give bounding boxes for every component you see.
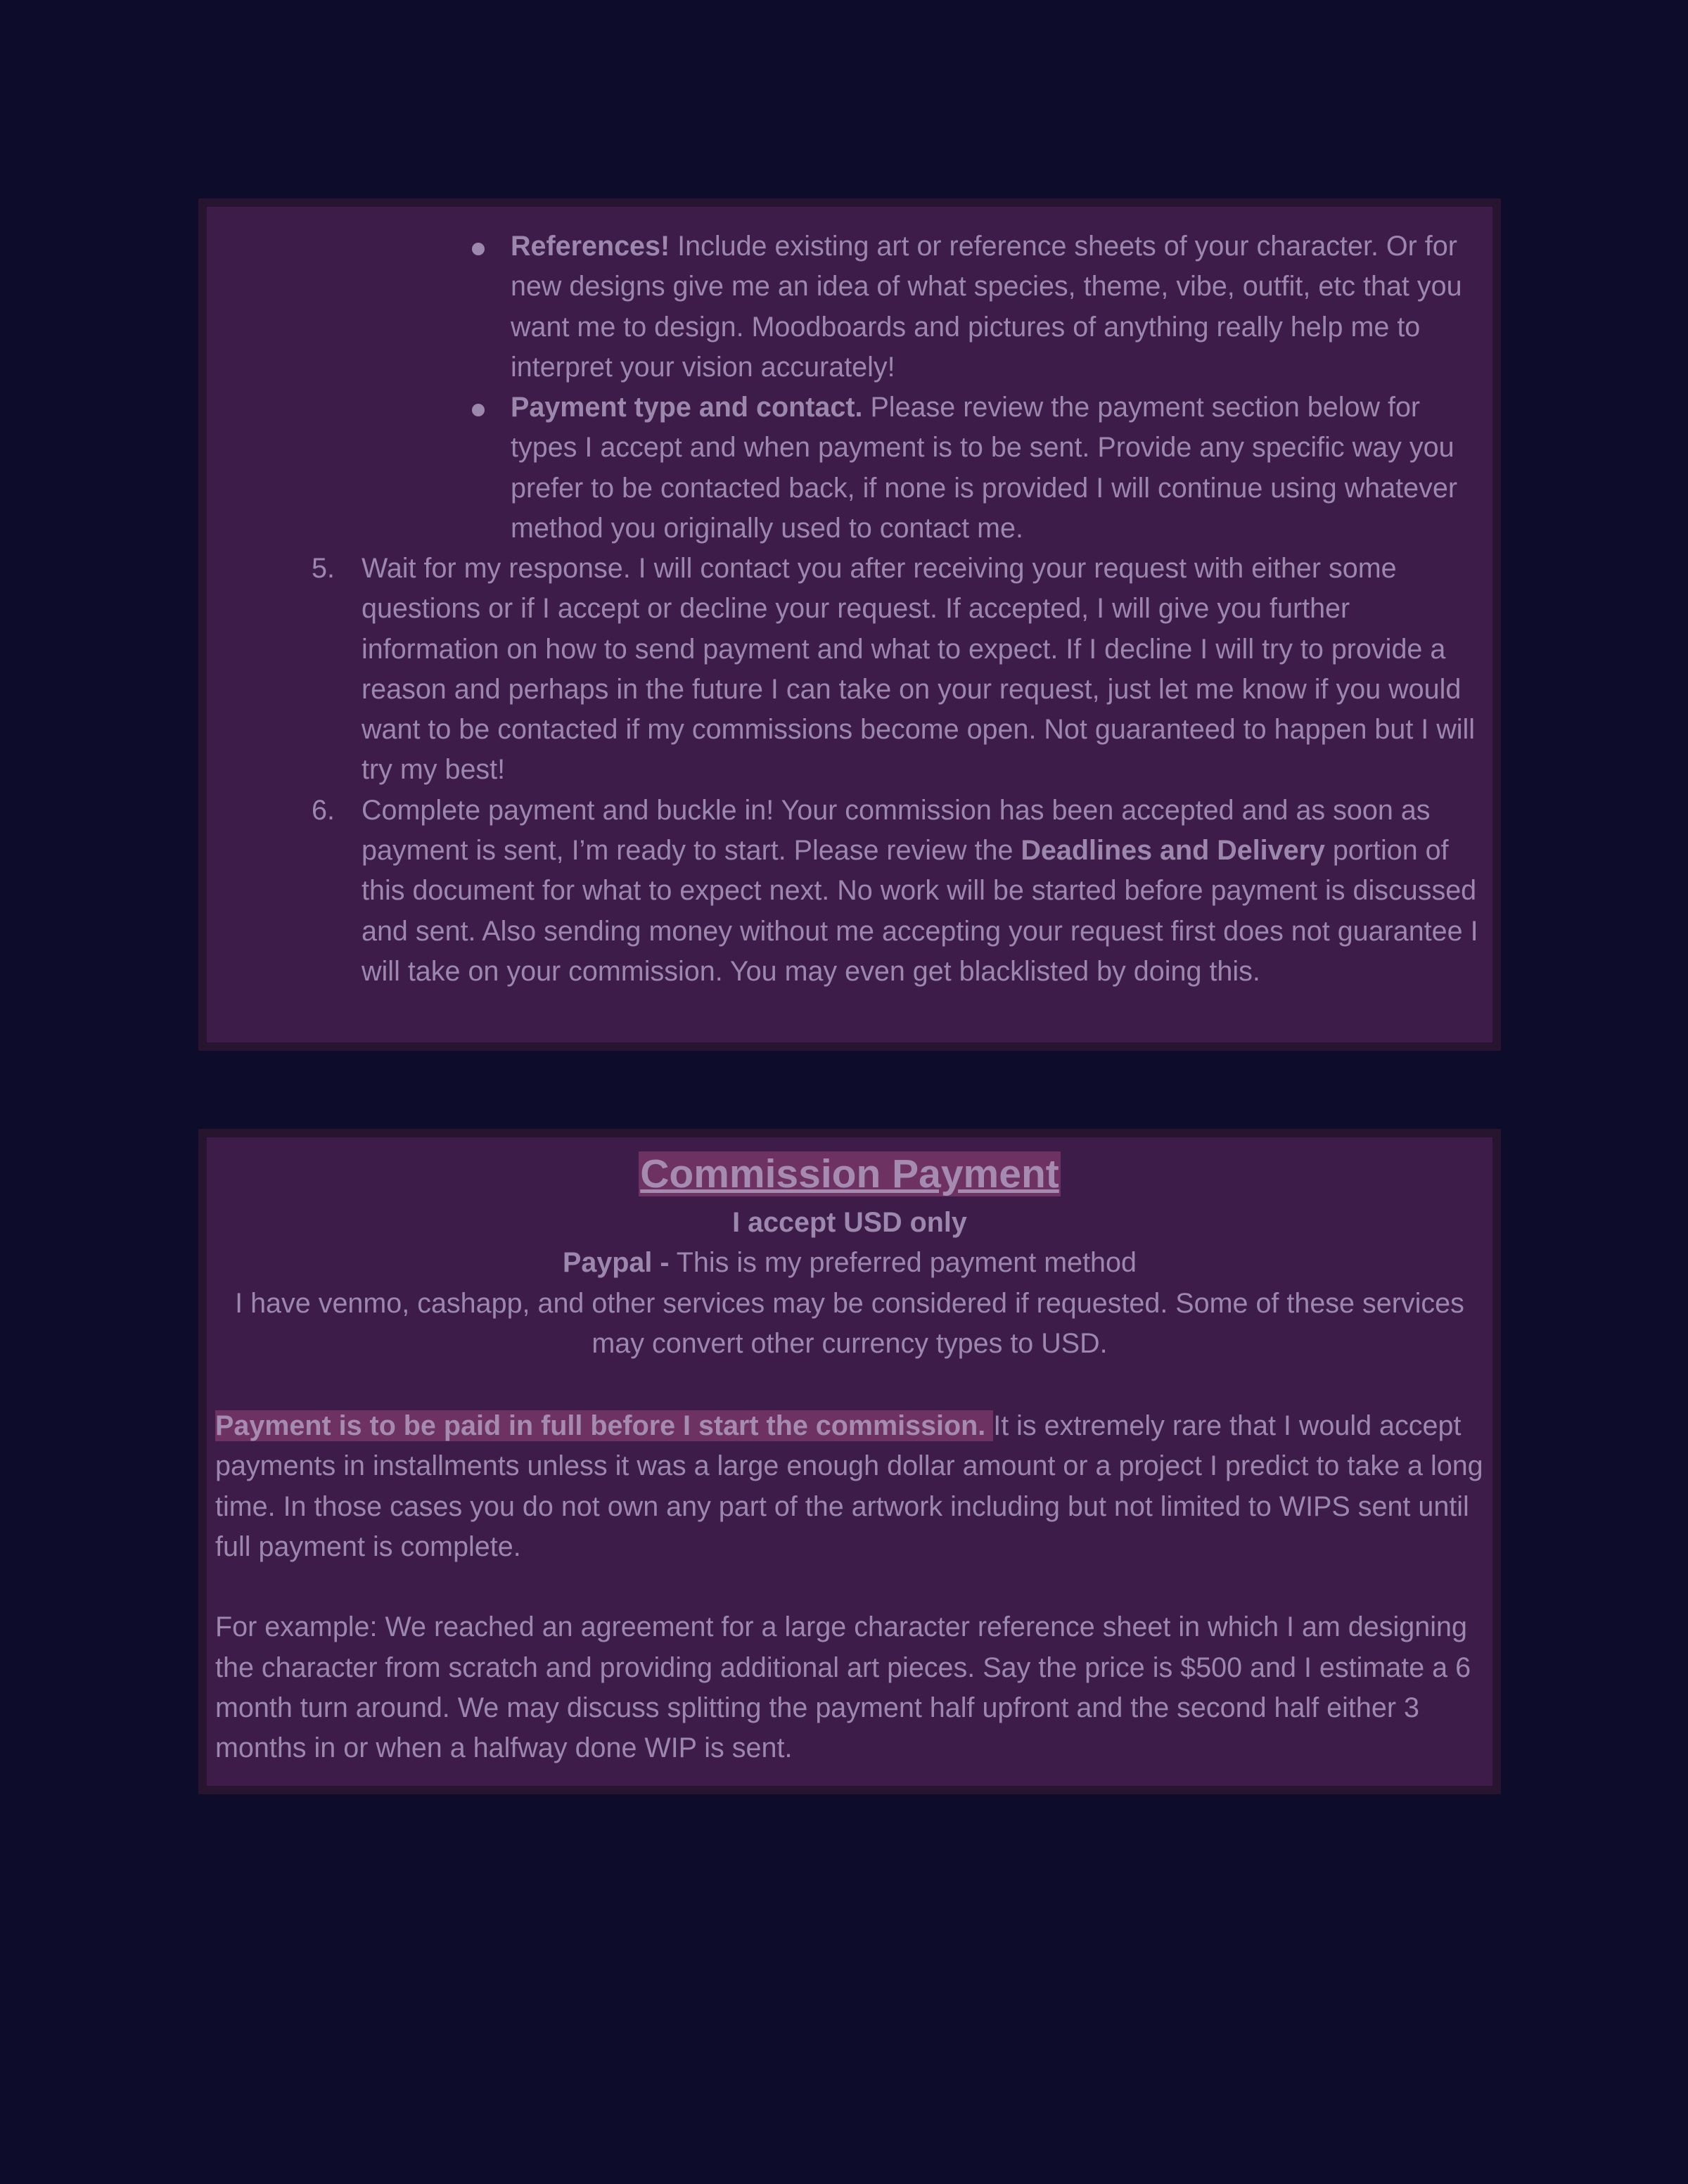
payment-contact-label: Payment type and contact. [511, 392, 863, 423]
list-item-payment-contact [511, 388, 1488, 549]
references-text: Include existing art or reference sheets of your character. Or for new designs give me an idea of what species, theme, vibe, outfit, etc that you want me to design. Moodboards and pictures of anything really help me to interpret your vision accurately! [511, 231, 1462, 383]
numbered-steps-list [312, 549, 1493, 992]
step-6 [312, 791, 1493, 992]
example-paragraph: For example: We reached an agreement for a large character reference sheet in which I am designing the character from scratch and providing additional art pieces. Say the price is $500 and I estimate a 6 month turn around. We may discuss splitting the payment half upfront and the second half either 3 months in or when a halfway done WIP is sent. [215, 1611, 1471, 1764]
payment-contact-text: Please review the payment section below for types I accept and when payment is to be sent. Provide any specific way you prefer to be contacted back, if none is provided I will continue using whatever method you originally used to contact me. [511, 392, 1457, 544]
currency-line: I accept USD only [732, 1207, 967, 1238]
bullet-icon [472, 243, 485, 255]
steps-section [198, 198, 1501, 1051]
full-payment-text: It is extremely rare that I would accept payments in installments unless it was a large enough dollar amount or a project I predict to take a long time. In those cases you do not own any part of the artwork including but not limited to WIPS sent until full payment is complete. [215, 1410, 1483, 1562]
payment-title-wrap [207, 1151, 1492, 1196]
other-services-line: I have venmo, cashapp, and other services may be considered if requested. Some of these services may convert other currency types to USD. [235, 1287, 1464, 1359]
full-payment-highlight: Payment is to be paid in full before I start the commission. [215, 1410, 994, 1441]
step-number: 6. [312, 794, 335, 826]
full-payment-paragraph [215, 1406, 1488, 1567]
payment-methods [228, 1203, 1471, 1364]
deadlines-delivery-label: Deadlines and Delivery [1021, 835, 1325, 867]
step-5 [312, 549, 1493, 791]
paypal-text: This is my preferred payment method [669, 1247, 1137, 1279]
sub-bullet-list [511, 226, 1488, 549]
step-text: Wait for my response. I will contact you after receiving your request with either some questions or if I accept or decline your request. If accepted, I will give you further information on how to send payment and what to expect. If I decline I will try to provide a reason and perhaps in the future I can take on your request, just let me know if you would want to be contacted if my commissions become open. Not guaranteed to happen but I will try my best! [362, 553, 1476, 786]
paypal-label: Paypal - [563, 1247, 670, 1279]
bullet-icon [472, 404, 485, 416]
references-label: References! [511, 231, 670, 262]
payment-terms [215, 1406, 1488, 1769]
step-text-before: Complete payment and buckle in! Your commission has been accepted and as soon as payment is sent, I’m ready to start. Please review the [362, 794, 1431, 867]
payment-section [198, 1129, 1501, 1794]
paypal-line [228, 1243, 1471, 1283]
paragraph-gap [215, 1567, 1488, 1607]
list-item-references [511, 226, 1488, 388]
payment-title: Commission Payment [640, 1151, 1059, 1196]
step-text-after: portion of this document for what to expect next. No work will be started before payment is discussed and sent. Also sending money without me accepting your request first does not guarantee I will take on your commission. You may even get blacklisted by doing this. [362, 835, 1478, 987]
step-number: 5. [312, 553, 335, 584]
